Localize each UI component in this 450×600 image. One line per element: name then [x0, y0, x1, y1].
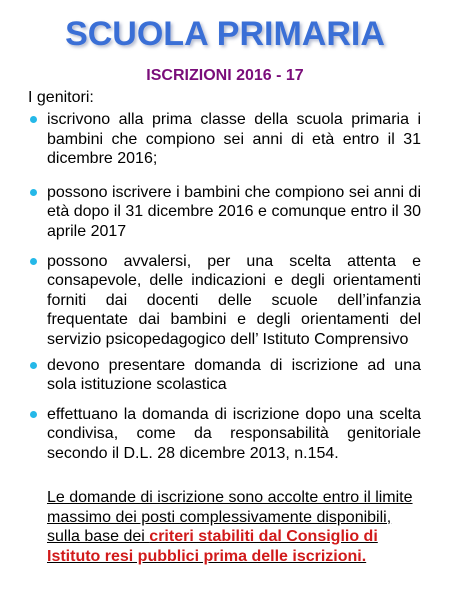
note-text: Le domande di iscrizione sono accolte entro il limite massimo dei posti complessivamente disponibili, sulla base dei	[47, 489, 413, 545]
list-item	[0, 183, 450, 242]
list-item-text: possono avvalersi, per una scelta attenta e consapevole, delle indicazioni e degli orientamenti forniti dai docenti delle scuole dell’infanzia frequentate dai bambini e degli orientamenti del servizio psicopedagogico dell’ Istituto Comprensivo	[47, 252, 421, 348]
list-item-text: devono presentare domanda di iscrizione ad una sola istituzione scolastica	[47, 356, 421, 394]
list-item-text: effettuano la domanda di iscrizione dopo una scelta condivisa, come da responsabilità genitoriale secondo il D.L. 28 dicembre 2013, n.154.	[47, 405, 421, 462]
bullet-dot-icon	[30, 189, 37, 196]
bullet-dot-icon	[30, 362, 37, 369]
bullet-dot-icon	[30, 258, 37, 265]
bullet-list	[0, 110, 450, 472]
intro-text: I genitori:	[28, 89, 94, 106]
page-subtitle: ISCRIZIONI 2016 - 17	[146, 67, 304, 84]
page-title: SCUOLA PRIMARIA	[65, 15, 385, 53]
list-item	[0, 252, 450, 350]
list-item-text: iscrivono alla prima classe della scuola primaria i bambini che compiono sei anni di età entro il 31 dicembre 2016;	[47, 111, 421, 168]
list-item	[0, 110, 450, 169]
note-highlight: criteri stabiliti dal Consiglio di Istituto resi pubblici prima delle iscrizioni.	[47, 528, 378, 565]
list-item	[0, 356, 450, 395]
admission-note	[47, 488, 421, 566]
bullet-dot-icon	[30, 116, 37, 123]
list-item-text: possono iscrivere i bambini che compiono sei anni di età dopo il 31 dicembre 2016 e comunque entro il 30 aprile 2017	[47, 183, 421, 240]
list-item	[0, 405, 450, 464]
bullet-dot-icon	[30, 411, 37, 418]
